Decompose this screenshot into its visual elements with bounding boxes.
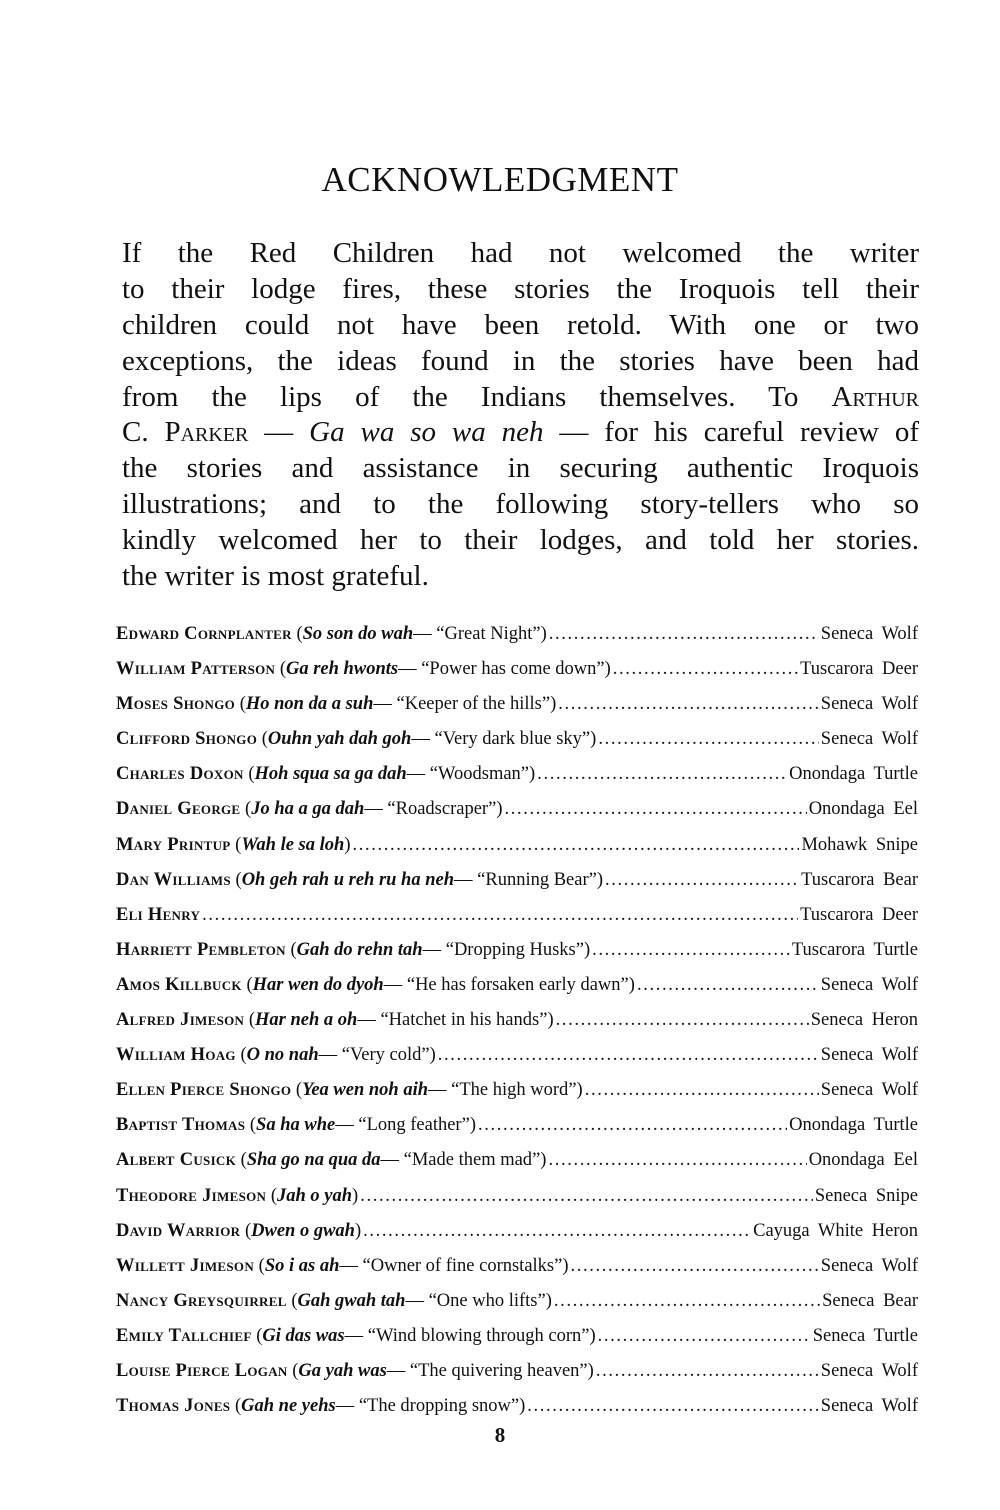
tribe-clan: Seneca Wolf — [820, 694, 918, 715]
storyteller-name: Nancy Greysquirrel — [116, 1290, 287, 1311]
dot-leader — [585, 1080, 819, 1101]
paragraph-line — [122, 380, 919, 416]
native-name: Jo ha a ga dah — [251, 799, 365, 820]
paragraph-line — [122, 308, 919, 344]
storyteller-row: Clifford Shongo ( Ouhn yah dah goh — “ Very dark blue sky ”) . . . Seneca Wolf — [116, 729, 918, 764]
name-meaning: He has forsaken early dawn — [415, 974, 621, 995]
dot-leader — [202, 905, 798, 926]
storyteller-name: William Patterson — [116, 659, 276, 680]
native-name: Jah o yah — [277, 1185, 353, 1206]
native-name: Ga reh hwonts — [286, 659, 399, 680]
paragraph-text: children could not have been retold. With one or two — [122, 308, 919, 341]
dot-leader — [571, 1256, 819, 1277]
tribe-clan: Seneca Wolf — [820, 1045, 918, 1066]
storyteller-list — [116, 624, 918, 1431]
name-meaning: The dropping snow — [367, 1396, 511, 1417]
name-meaning: Dropping Husks — [453, 939, 576, 960]
tribe-clan: Tuscarora Deer — [800, 904, 918, 925]
native-name: So son do wah — [302, 624, 414, 644]
tribe-clan: Tuscarora Bear — [801, 869, 918, 890]
storyteller-row: Theodore Jimeson ( Jah o yah ) . . . Seneca Snipe — [116, 1186, 918, 1221]
storyteller-row: William Hoag ( O no nah — “ Very cold ”) . . . Seneca Wolf — [116, 1045, 918, 1080]
storyteller-row: Amos Killbuck ( Har wen do dyoh — “ He has forsaken early dawn ”) . . . Seneca Wolf — [116, 975, 918, 1010]
dot-leader — [598, 729, 818, 750]
name-meaning: Long feather — [366, 1115, 462, 1136]
dot-leader — [548, 1150, 806, 1171]
tribe-clan: Seneca Wolf — [820, 1080, 918, 1101]
native-name: Gah gwah tah — [297, 1290, 406, 1311]
storyteller-row: Dan Williams ( Oh geh rah u reh ru ha neh — “ Running Bear ”) . . . Tuscarora Bear — [116, 870, 918, 905]
native-name: Hoh squa sa ga dah — [254, 764, 407, 785]
dot-leader — [605, 870, 799, 891]
storyteller-name: Amos Killbuck — [116, 974, 242, 995]
name-meaning: The quivering heaven — [418, 1360, 580, 1381]
storyteller-name: Emily Tallchief — [116, 1325, 252, 1346]
page-number: 8 — [494, 1423, 506, 1447]
storyteller-name: William Hoag — [116, 1045, 236, 1066]
storyteller-name: Harriett Pembleton — [116, 939, 286, 960]
storyteller-name: Alfred Jimeson — [116, 1010, 245, 1031]
tribe-clan: Cayuga White Heron — [753, 1220, 918, 1241]
paragraph-line — [122, 415, 919, 451]
name-meaning: Keeper of the hills — [404, 694, 542, 715]
paragraph-text: If the Red Children had not welcomed the writer — [122, 237, 919, 269]
native-name: Har neh a oh — [255, 1010, 358, 1031]
native-name: O no nah — [246, 1045, 319, 1066]
storyteller-name: Dan Williams — [116, 869, 231, 890]
storyteller-row: Mary Printup ( Wah le sa loh ) . . . Mohawk Snipe — [116, 835, 918, 870]
dot-leader — [360, 1186, 813, 1207]
paragraph-line — [122, 559, 919, 595]
paragraph-line — [122, 236, 919, 272]
dot-leader — [554, 1291, 820, 1312]
page-title: ACKNOWLEDGMENT — [321, 160, 679, 199]
dot-leader — [504, 799, 806, 820]
paragraph-line — [122, 451, 919, 487]
tribe-clan: Seneca Wolf — [820, 624, 918, 644]
paragraph-text: kindly welcomed her to their lodges, and told her stories. — [122, 524, 919, 557]
tribe-clan: Seneca Bear — [822, 1290, 918, 1311]
native-name: Har wen do dyoh — [252, 974, 384, 995]
storyteller-row: Willett Jimeson ( So i as ah — “ Owner of fine cornstalks ”) . . . Seneca Wolf — [116, 1256, 918, 1291]
storyteller-row: Nancy Greysquirrel ( Gah gwah tah — “ One who lifts ”) . . . Seneca Bear — [116, 1291, 918, 1326]
storyteller-row: Ellen Pierce Shongo ( Yea wen noh aih — “ The high word ”) . . . Seneca Wolf — [116, 1080, 918, 1115]
storyteller-row: Edward Cornplanter ( So son do wah — “ Great Night ”) . . . Seneca Wolf — [116, 624, 918, 659]
name-meaning: The high word — [459, 1080, 569, 1101]
tribe-clan: Seneca Wolf — [820, 729, 918, 750]
paragraph-text: Ga wa so wa neh — [309, 416, 544, 449]
dot-leader — [592, 940, 790, 961]
paragraph-text: exceptions, the ideas found in the stories have been had — [122, 344, 919, 377]
name-meaning: Power has come down — [429, 659, 597, 680]
dot-leader — [363, 1221, 751, 1242]
paragraph-line — [122, 272, 919, 308]
name-meaning: One who lifts — [436, 1290, 538, 1311]
storyteller-name: Willett Jimeson — [116, 1255, 255, 1276]
dot-leader — [352, 835, 799, 856]
paragraph-text: illustrations; and to the following story-tellers who so — [122, 488, 919, 521]
tribe-clan: Seneca Wolf — [820, 1360, 918, 1381]
native-name: Sha go na qua da — [246, 1150, 381, 1171]
paragraph-text: Arthur — [831, 380, 919, 413]
paragraph-text: C. Parker — [122, 416, 249, 449]
name-meaning: Very cold — [349, 1045, 422, 1066]
storyteller-name: Charles Doxon — [116, 764, 244, 785]
native-name: Gah do rehn tah — [296, 939, 423, 960]
native-name: Oh geh rah u reh ru ha neh — [241, 869, 455, 890]
paragraph-text: from the lips of the Indians themselves. To — [122, 380, 832, 413]
name-meaning: Wind blowing through corn — [375, 1325, 582, 1346]
tribe-clan: Tuscarora Deer — [800, 659, 918, 680]
tribe-clan: Seneca Wolf — [820, 1396, 918, 1417]
name-meaning: Very dark blue sky — [442, 729, 582, 750]
storyteller-name: Moses Shongo — [116, 694, 236, 715]
tribe-clan: Seneca Heron — [810, 1010, 918, 1031]
dot-leader — [613, 659, 798, 680]
storyteller-row: Charles Doxon ( Hoh squa sa ga dah — “ Woodsman ”) . . . Onondaga Turtle — [116, 764, 918, 799]
storyteller-name: Baptist Thomas — [116, 1115, 246, 1136]
name-meaning: Great Night — [444, 624, 533, 644]
storyteller-row: Albert Cusick ( Sha go na qua da — “ Made them mad ”) . . . Onondaga Eel — [116, 1150, 918, 1185]
native-name: Yea wen noh aih — [302, 1080, 429, 1101]
name-meaning: Made them mad — [411, 1150, 533, 1171]
storyteller-row: Alfred Jimeson ( Har neh a oh — “ Hatchet in his hands ”) . . . Seneca Heron — [116, 1010, 918, 1045]
native-name: Ho non da a suh — [245, 694, 374, 715]
name-meaning: Roadscraper — [395, 799, 489, 820]
paragraph-line — [122, 344, 919, 380]
dot-leader — [558, 694, 819, 715]
native-name: Ga yah was — [298, 1360, 387, 1381]
native-name: Gi das was — [262, 1325, 345, 1346]
native-name: Ouhn yah dah goh — [267, 729, 412, 750]
paragraph-text: the stories and assistance in securing authentic Iroquois — [122, 452, 919, 485]
storyteller-name: Thomas Jones — [116, 1396, 231, 1417]
paragraph-line — [122, 523, 919, 559]
dot-leader — [637, 975, 819, 996]
storyteller-row: Daniel George ( Jo ha a ga dah — “ Roadscraper ”) . . . Onondaga Eel — [116, 799, 918, 834]
tribe-clan: Seneca Turtle — [812, 1325, 918, 1346]
tribe-clan: Seneca Wolf — [820, 1255, 918, 1276]
native-name: Wah le sa loh — [241, 834, 345, 855]
storyteller-row: Moses Shongo ( Ho non da a suh — “ Keeper of the hills ”) . . . Seneca Wolf — [116, 694, 918, 729]
storyteller-row: Emily Tallchief ( Gi das was — “ Wind blowing through corn ”) . . . Seneca Turtle — [116, 1326, 918, 1361]
name-meaning: Owner of fine cornstalks — [370, 1255, 555, 1276]
dot-leader — [478, 1115, 787, 1136]
storyteller-row: David Warrior ( Dwen o gwah ) . . . Cayuga White Heron — [116, 1221, 918, 1256]
tribe-clan: Seneca Snipe — [814, 1185, 918, 1206]
tribe-clan: Onondaga Turtle — [789, 1115, 918, 1136]
dot-leader — [598, 1326, 811, 1347]
paragraph-text: — for his careful review of — [543, 416, 920, 449]
native-name: Dwen o gwah — [251, 1220, 355, 1241]
native-name: So i as ah — [264, 1255, 340, 1276]
storyteller-row: Baptist Thomas ( Sa ha whe — “ Long feather ”) . . . Onondaga Turtle — [116, 1115, 918, 1150]
dot-leader — [527, 1396, 818, 1417]
dot-leader — [556, 1010, 809, 1031]
paragraph-text: to their lodge fires, these stories the Iroquois tell their — [122, 272, 919, 305]
storyteller-name: Mary Printup — [116, 834, 231, 855]
storyteller-row: Thomas Jones ( Gah ne yehs — “ The dropping snow ”) . . . Seneca Wolf — [116, 1396, 918, 1431]
storyteller-name: Louise Pierce Logan — [116, 1360, 288, 1381]
storyteller-name: Eli Henry — [116, 904, 201, 925]
tribe-clan: Seneca Wolf — [820, 974, 918, 995]
native-name: Sa ha whe — [256, 1115, 336, 1136]
storyteller-row: Louise Pierce Logan ( Ga yah was — “ The quivering heaven ”) . . . Seneca Wolf — [116, 1361, 918, 1396]
tribe-clan: Tuscarora Turtle — [791, 939, 918, 960]
paragraph-text: — — [248, 416, 310, 449]
name-meaning: Running Bear — [485, 869, 589, 890]
name-meaning: Hatchet in his hands — [388, 1010, 540, 1031]
storyteller-name: Clifford Shongo — [116, 729, 258, 750]
dot-leader — [537, 764, 787, 785]
tribe-clan: Mohawk Snipe — [801, 834, 918, 855]
dot-leader — [596, 1361, 819, 1382]
tribe-clan: Onondaga Turtle — [789, 764, 918, 785]
storyteller-name: Theodore Jimeson — [116, 1185, 267, 1206]
name-meaning: Woodsman — [438, 764, 521, 785]
storyteller-name: Albert Cusick — [116, 1150, 237, 1171]
paragraph-text: the writer is most grateful. — [122, 560, 429, 593]
acknowledgment-paragraph — [122, 236, 919, 595]
storyteller-row: Harriett Pembleton ( Gah do rehn tah — “ Dropping Husks ”) . . . Tuscarora Turtle — [116, 940, 918, 975]
tribe-clan: Onondaga Eel — [808, 1150, 918, 1171]
storyteller-row: William Patterson ( Ga reh hwonts — “ Power has come down ”) . . . Tuscarora Deer — [116, 659, 918, 694]
dot-leader — [549, 624, 819, 645]
paragraph-line — [122, 487, 919, 523]
storyteller-name: Ellen Pierce Shongo — [116, 1080, 292, 1101]
tribe-clan: Onondaga Eel — [808, 799, 918, 820]
native-name: Gah ne yehs — [241, 1396, 336, 1417]
storyteller-name: David Warrior — [116, 1220, 241, 1241]
dot-leader — [438, 1045, 819, 1066]
storyteller-name: Edward Cornplanter — [116, 624, 292, 644]
storyteller-row — [116, 905, 918, 940]
storyteller-name: Daniel George — [116, 799, 241, 820]
